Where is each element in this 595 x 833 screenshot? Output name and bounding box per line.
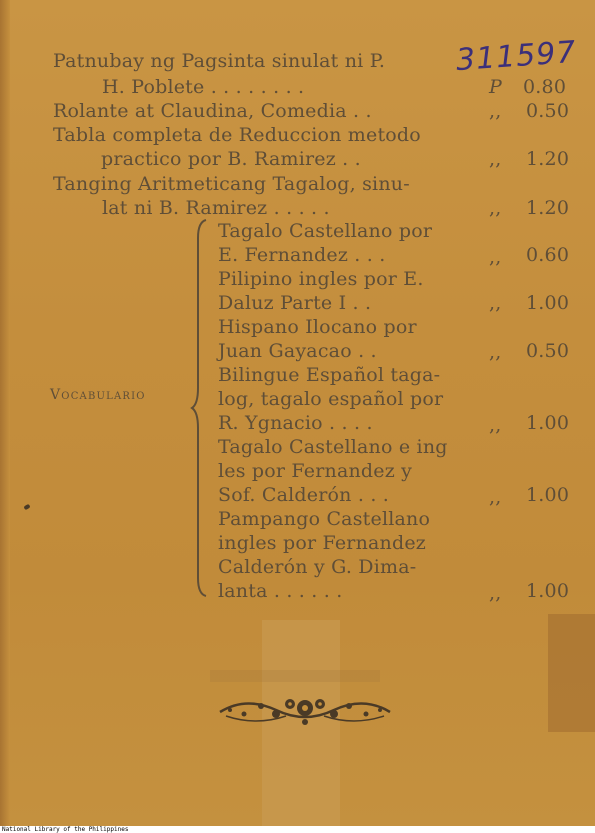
vocab-line-13: Pampango Castellano [218, 508, 431, 530]
entry-text: Tabla completa de Reduccion metodo [53, 124, 421, 146]
price-mark: ,, [489, 148, 502, 170]
entry-line-2 [102, 76, 304, 98]
entry-text: Tanging Aritmeticang Tagalog, sinu- [53, 173, 410, 195]
price-mark: ,, [489, 486, 502, 508]
price-mark: ,, [489, 341, 502, 363]
entry-line-3 [53, 100, 372, 122]
entry-line-6 [53, 173, 410, 195]
entry-text: practico por B. Ramirez . . [101, 148, 361, 170]
price-value: 1.00 [526, 580, 570, 602]
entry-text: lat ni B. Ramirez . . . . . [102, 197, 330, 219]
entry-text: H. Poblete . . . . . . . . [102, 76, 305, 98]
vocab-line-15: Calderón y G. Dima- [218, 556, 417, 578]
vocab-line-7: Bilingue Español taga- [218, 364, 441, 386]
entry-line-1 [53, 50, 385, 72]
vocabulario-label: Vocabulario [50, 387, 146, 403]
price-mark: ,, [489, 100, 502, 122]
entry-line-5 [101, 148, 361, 170]
vocab-line-2: E. Fernandez . . . [218, 244, 386, 266]
price-mark: ,, [489, 414, 502, 436]
ink-speck [23, 504, 30, 510]
library-footer: National Library of the Philippines [0, 826, 595, 833]
handwritten-annotation: 311597 [454, 34, 578, 79]
vocab-line-4: Daluz Parte I . . [218, 292, 372, 314]
entry-line-4 [53, 124, 421, 146]
vocab-line-9: R. Ygnacio . . . . [218, 412, 373, 434]
vocab-line-10: Tagalo Castellano e ing [218, 436, 448, 458]
price-value: 0.60 [526, 244, 570, 266]
price-value: 0.50 [526, 340, 570, 362]
entry-text: Patnubay ng Pagsinta sinulat ni P. [53, 50, 386, 72]
price-mark: ,, [489, 582, 502, 604]
price-value: 1.20 [526, 197, 570, 219]
floral-ornament-icon [216, 686, 394, 730]
price-mark: P [489, 76, 502, 98]
price-mark: ,, [489, 197, 502, 219]
price-value: 1.00 [526, 412, 570, 434]
vocab-line-8: log, tagalo español por [218, 388, 444, 410]
entry-text: Rolante at Claudina, Comedia . . [53, 100, 372, 122]
vocab-line-14: ingles por Fernandez [218, 532, 426, 554]
vocab-line-11: les por Fernandez y [218, 460, 413, 482]
page-fold-shadow [0, 0, 10, 826]
price-mark: ,, [489, 246, 502, 268]
price-value: 0.50 [526, 100, 570, 122]
vocab-line-16: lanta . . . . . . [218, 580, 343, 602]
vocab-line-1: Tagalo Castellano por [218, 220, 433, 242]
price-mark: ,, [489, 292, 502, 314]
price-value: 0.80 [523, 76, 567, 98]
left-brace [190, 218, 210, 598]
vocab-line-6: Juan Gayacao . . [218, 340, 377, 362]
vocab-line-5: Hispano Ilocano por [218, 316, 417, 338]
vocab-line-3: Pilipino ingles por E. [218, 268, 424, 290]
faded-imprint [210, 670, 380, 682]
price-value: 1.20 [526, 148, 570, 170]
entry-line-7 [102, 197, 330, 219]
vocab-line-12: Sof. Calderón . . . [218, 484, 390, 506]
price-value: 1.00 [526, 292, 570, 314]
price-value: 1.00 [526, 484, 570, 506]
scan-shadow [548, 614, 595, 732]
